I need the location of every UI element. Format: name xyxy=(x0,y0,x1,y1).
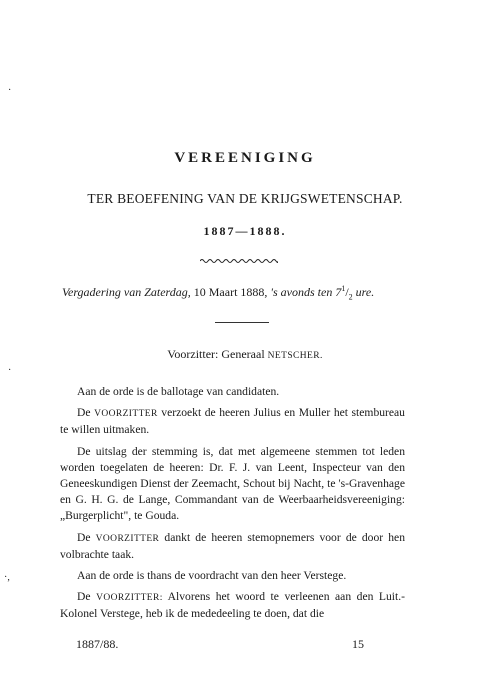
chair-name: NETSCHER. xyxy=(267,351,323,361)
margin-mark-middle: · xyxy=(8,365,12,376)
chair-line xyxy=(0,347,490,362)
p2-voorzitter: VOORZITTER xyxy=(94,409,158,420)
meeting-time-suffix: ure. xyxy=(355,285,375,299)
paragraph-stembureau xyxy=(60,405,405,438)
meeting-line xyxy=(62,284,442,301)
year-range: 1887—1888. xyxy=(203,224,287,238)
meeting-time-sub: 2 xyxy=(348,292,353,302)
horizontal-rule xyxy=(215,322,269,323)
paragraph-voordracht: Aan de orde is thans de voordracht van den heer Verstege. xyxy=(77,569,347,583)
p6-text: Alvorens het woord te verleenen aan den Luit.-Kolonel Verstege, heb ik de mededeeling te doen, dat die xyxy=(60,590,406,621)
p4-voorzitter: VOORZITTER xyxy=(95,533,160,544)
meeting-time-frac: / xyxy=(345,285,349,299)
p4-text: dankt de heeren stemopnemers voor de door hen volbrachte taak. xyxy=(60,530,405,561)
paragraph-uitslag: De uitslag der stemming is, dat met algemeene stemmen tot leden worden toegelaten de heeren: Dr. F. J. van Leent, Inspecteur van den Geneeskundigen Dienst der Zeemacht, Schout bij Nacht, te 's-Gravenhage en G. H. G. de Lange, Commandant van de Weerbaarheidsvereeniging: „Burgerplicht", te Gouda. xyxy=(60,444,405,523)
paragraph-mededeeling xyxy=(60,589,405,622)
paragraph-dank xyxy=(60,530,405,563)
p2-text: verzoekt de heeren Julius en Muller het stembureau te willen uitmaken. xyxy=(60,406,405,437)
p6-voorzitter: VOORZITTER: xyxy=(96,593,163,604)
volume-label: 1887/88. xyxy=(76,637,119,651)
page-title: VEREENIGING xyxy=(174,150,316,166)
page-subtitle: TER BEOEFENING VAN DE KRIJGSWETENSCHAP. xyxy=(87,191,403,206)
meeting-time: 's avonds ten 7 xyxy=(270,285,342,299)
meeting-prefix: Vergadering van Zaterdag, xyxy=(62,285,191,299)
page-number: 15 xyxy=(352,637,364,651)
p6-lead: De xyxy=(77,590,91,604)
p2-lead: De xyxy=(77,406,91,420)
p4-lead: De xyxy=(77,530,91,544)
meeting-date: 10 Maart 1888, xyxy=(193,285,268,299)
margin-mark-bottom: ·, xyxy=(4,572,10,583)
chair-label: Voorzitter: Generaal xyxy=(167,347,265,361)
wavy-divider xyxy=(200,258,278,264)
margin-mark-top: · xyxy=(8,85,12,96)
body-text xyxy=(60,384,405,628)
meeting-time-sup: 1 xyxy=(341,284,346,293)
paragraph-ballotage: Aan de orde is de ballotage van candidaten. xyxy=(77,385,280,398)
